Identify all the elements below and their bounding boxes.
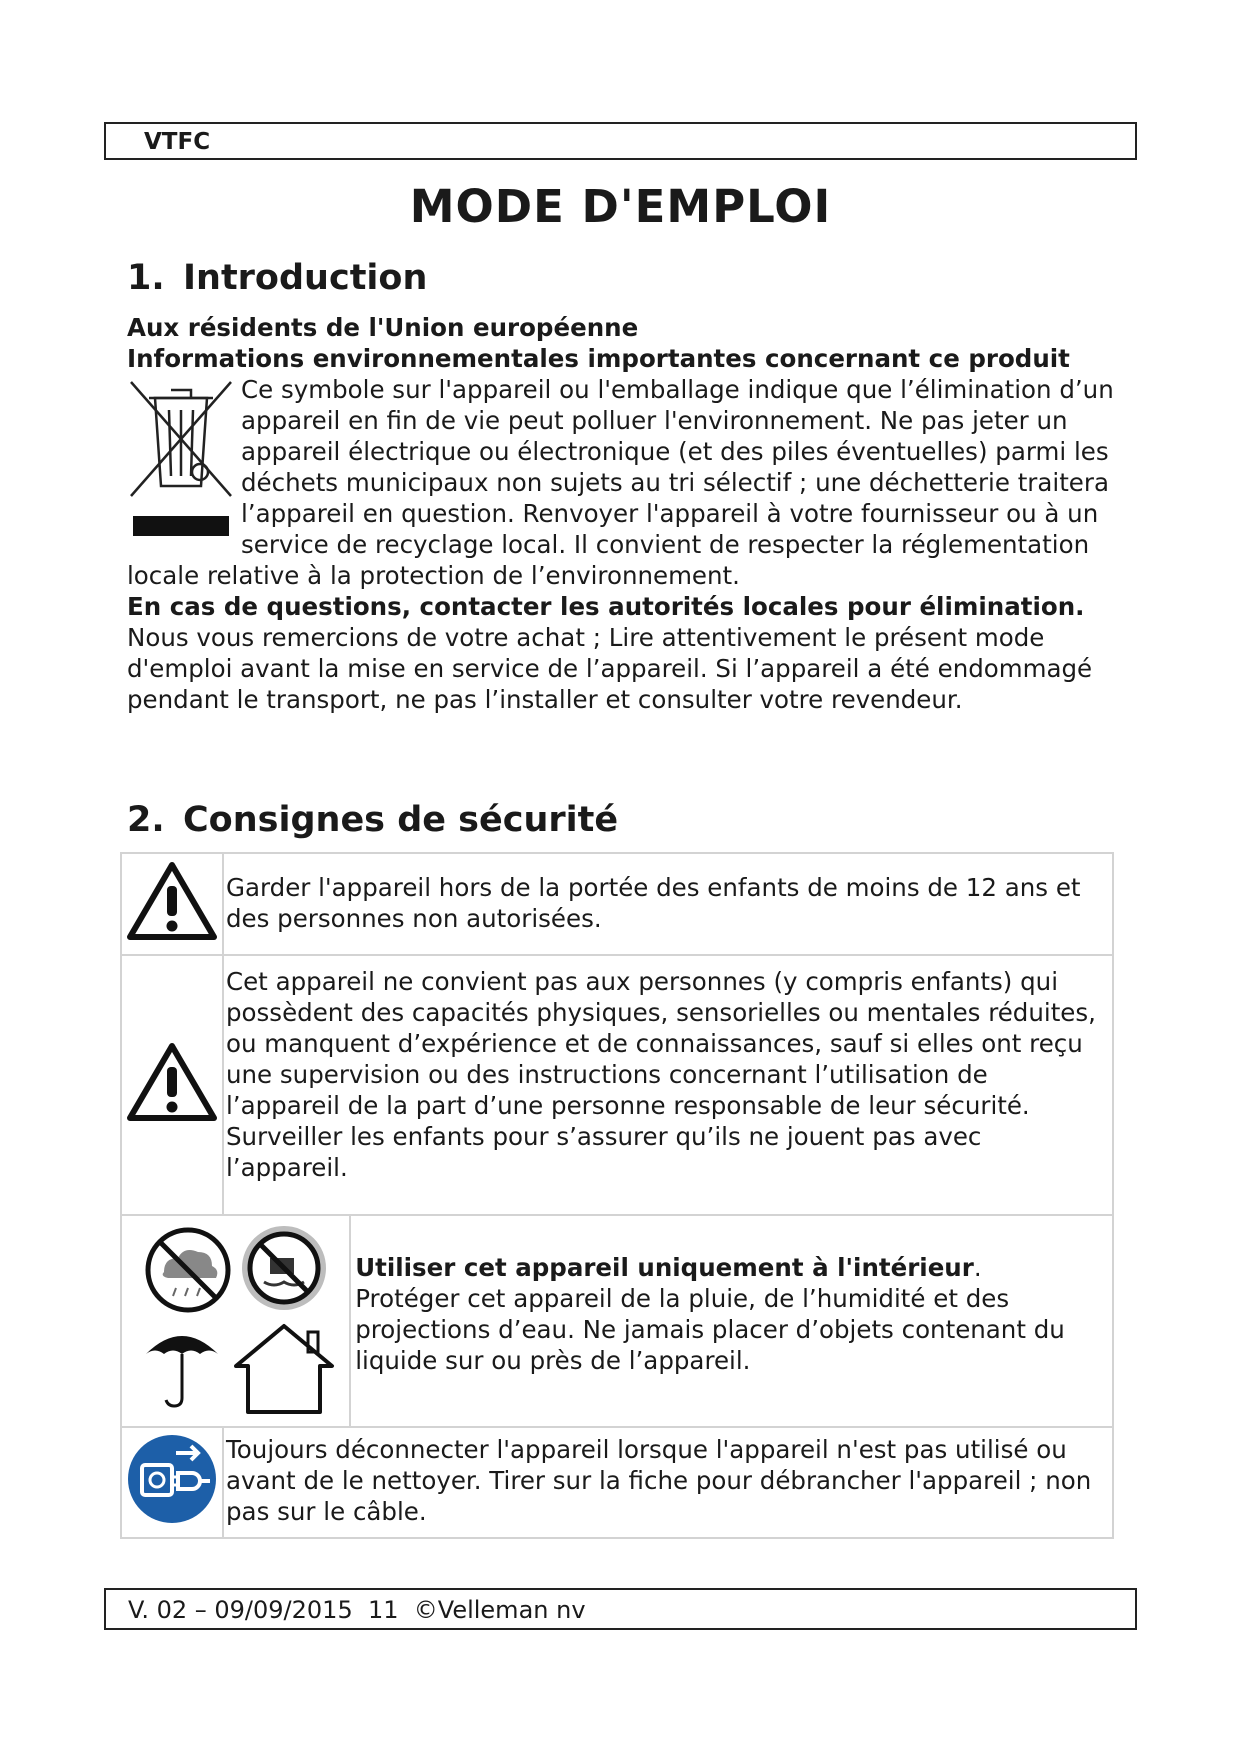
- unplug-mandatory-icon: [126, 1433, 218, 1525]
- safety-icon-cell: [121, 955, 223, 1215]
- eu-heading: Aux résidents de l'Union européenne: [127, 313, 639, 342]
- safety-text-3-suffix: .: [973, 1253, 982, 1282]
- safety-text-2b: Surveiller les enfants pour s’assurer qu’ils ne jouent pas avec l’appareil.: [226, 1122, 982, 1182]
- safety-text-cell: [223, 853, 1113, 955]
- indoor-use-icons: [136, 1218, 336, 1418]
- safety-row: [121, 1427, 1113, 1538]
- safety-row: [121, 853, 1113, 955]
- weee-bin-icon: [127, 376, 237, 548]
- safety-icon-cell: [121, 853, 223, 955]
- house-icon: [236, 1326, 332, 1412]
- safety-text-cell: [223, 1427, 1113, 1538]
- intro-block: [127, 312, 1117, 715]
- no-rain-icon: [148, 1230, 228, 1310]
- safety-table: [120, 852, 1114, 1539]
- section-2-heading: [127, 800, 618, 840]
- section-1-title: Introduction: [183, 258, 428, 298]
- thanks-text: Nous vous remercions de votre achat ; Lire attentivement le présent mode d'emploi avant la mise en service de l’appareil. Si l’appareil a été endommagé pendant le transport, ne pas l’installer et consulter votre revendeur.: [127, 623, 1093, 714]
- header-code: VTFC: [144, 129, 211, 155]
- safety-text-1: Garder l'appareil hors de la portée des enfants de moins de 12 ans et des personnes non autorisées.: [226, 873, 1081, 933]
- weee-text: Ce symbole sur l'appareil ou l'emballage indique que l’élimination d’un appareil en fin de vie peut polluer l'environnement. Ne pas jeter un appareil électrique ou électronique (et des piles éventuelles) parmi les déchets municipaux non sujets au tri sélectif ; une déchetterie traitera l’appareil en question. Renvoyer l'appareil à votre fournisseur ou à un service de recyclage local. Il convient de respecter la réglementation locale relative à la protection de l’environnement.: [127, 375, 1114, 590]
- warning-triangle-icon: [126, 860, 218, 942]
- safety-text-cell: [223, 955, 1113, 1215]
- section-1-number: 1.: [127, 258, 165, 298]
- safety-text-2: Cet appareil ne convient pas aux personnes (y compris enfants) qui possèdent des capacités physiques, sensorielles ou mentales réduites, ou manquent d’expérience et de connaissances, sauf si elles ont reçu une supervision ou des instructions concernant l’utilisation de l’appareil de la part d’une personne responsable de leur sécurité.: [226, 967, 1096, 1120]
- safety-text-4: Toujours déconnecter l'appareil lorsque l'appareil n'est pas utilisé ou avant de le nettoyer. Tirer sur la fiche pour débrancher l'appareil ; non pas sur le câble.: [226, 1435, 1092, 1526]
- footer-box: [104, 1588, 1137, 1630]
- safety-row: [121, 1215, 1113, 1427]
- section-2-number: 2.: [127, 800, 165, 840]
- header-box: [104, 122, 1137, 160]
- safety-icon-cell: [121, 1427, 223, 1538]
- footer-text: V. 02 – 09/09/2015 11 ©Velleman nv: [128, 1596, 586, 1624]
- safety-text-3: Protéger cet appareil de la pluie, de l’humidité et des projections d’eau. Ne jamais placer d’objets contenant du liquide sur ou près de l’appareil.: [355, 1284, 1065, 1375]
- safety-text-3-bold: Utiliser cet appareil uniquement à l'intérieur: [355, 1253, 974, 1282]
- umbrella-icon: [146, 1336, 218, 1406]
- section-1-heading: [127, 258, 427, 298]
- safety-row: [121, 955, 1113, 1215]
- safety-text-cell: [350, 1215, 1113, 1427]
- no-water-plug-icon: [242, 1226, 326, 1310]
- safety-icon-cell: [121, 1215, 350, 1427]
- page-title: MODE D'EMPLOI: [409, 180, 832, 233]
- warning-triangle-icon: [126, 1041, 218, 1123]
- section-2-title: Consignes de sécurité: [183, 800, 619, 840]
- questions-text: En cas de questions, contacter les autorités locales pour élimination.: [127, 592, 1085, 621]
- env-heading: Informations environnementales importantes concernant ce produit: [127, 344, 1070, 373]
